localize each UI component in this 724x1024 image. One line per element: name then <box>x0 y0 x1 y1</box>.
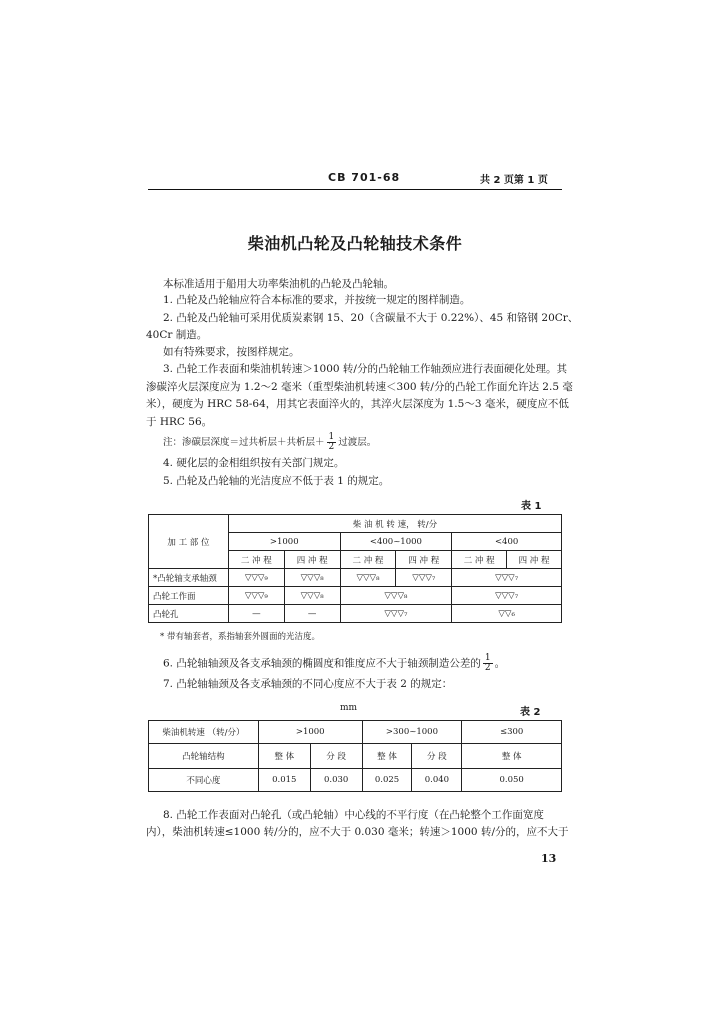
table-row <box>149 769 562 792</box>
table-1-cell: ▽▽▽₉ <box>228 587 284 605</box>
table-1-cell: ▽▽▽₇ <box>396 569 452 587</box>
table-2-struct: 整 体 <box>258 744 310 769</box>
table-2-speed-range: ≤300 <box>462 721 562 744</box>
table-1-cell: ▽▽▽₈ <box>284 569 340 587</box>
clause-2-line-1: 2. 凸轮及凸轮轴可采用优质炭素钢 15、20（含碳量不大于 0.22%）、45 和铬钢 20Cr、 <box>163 312 579 324</box>
clause-4: 4. 硬化层的金相组织按有关部门规定。 <box>163 457 345 469</box>
table-2-struct: 分 段 <box>412 744 462 769</box>
table-2-speed-range: >300~1000 <box>362 721 462 744</box>
table-1-stroke: 四 冲 程 <box>507 551 562 569</box>
table-1-stroke: 二 冲 程 <box>452 551 507 569</box>
clause-3-line-4: 于 HRC 56。 <box>146 416 213 428</box>
table-1-cell: — <box>228 605 284 623</box>
table-2-col-speed: 柴油机转速 （转/分） <box>149 721 259 744</box>
clause-6-frac-den: 2 <box>484 663 491 673</box>
table-2-unit: mm <box>340 703 358 713</box>
table-2-cell: 0.015 <box>258 769 310 792</box>
table-1-label: 表 1 <box>521 501 542 512</box>
clause-6-frac-num: 1 <box>484 653 491 663</box>
table-1-row-name: 凸轮工作面 <box>149 587 229 605</box>
table-1 <box>148 514 562 623</box>
table-2-row-name: 不同心度 <box>149 769 259 792</box>
clause-8-line-2: 内），柴油机转速≤1000 转/分的，应不大于 0.030 毫米；转速＞1000 转/分的，应不大于 <box>146 826 569 838</box>
clause-2-line-2: 40Cr 制造。 <box>146 329 208 341</box>
clause-3-note <box>163 433 376 452</box>
table-1-stroke: 四 冲 程 <box>396 551 452 569</box>
clause-6-text: 6. 凸轮轴轴颈及各支承轴颈的椭圆度和锥度应不大于轴颈制造公差的 <box>163 657 481 670</box>
table-1-cell: ▽▽▽₉ <box>228 569 284 587</box>
clause-3-line-1: 3. 凸轮工作表面和柴油机转速＞1000 转/分的凸轮轴工作轴颈应进行表面硬化处理。其 <box>163 363 567 375</box>
clause-8-line-1: 8. 凸轮工作表面对凸轮孔（或凸轮轴）中心线的不平行度（在凸轮整个工作面宽度 <box>163 809 544 821</box>
table-2-cell: 0.030 <box>310 769 362 792</box>
table-1-stroke: 四 冲 程 <box>284 551 340 569</box>
clause-3-line-3: 米），硬度为 HRC 58-64，用其它表面淬火的，其淬火层深度为 1.5～3 毫米，硬度应不低 <box>146 398 569 410</box>
clause-5: 5. 凸轮及凸轮轴的光洁度应不低于表 1 的规定。 <box>163 475 390 487</box>
note-text-start: 注：渗碳层深度＝过共析层＋共析层＋ <box>163 437 325 448</box>
header-rule <box>148 189 562 190</box>
table-2-struct: 整 体 <box>462 744 562 769</box>
document-title: 柴油机凸轮及凸轮轴技术条件 <box>247 234 463 253</box>
table-1-footnote: * 带有轴套者，系指轴套外圆面的光洁度。 <box>160 632 320 642</box>
table-row <box>149 605 562 623</box>
table-2-label: 表 2 <box>520 707 541 718</box>
table-1-row-name: *凸轮轴支承轴颈 <box>149 569 229 587</box>
table-1-speed-range: >1000 <box>228 533 340 551</box>
table-1-cell: ▽▽▽₇ <box>340 605 452 623</box>
table-1-row-name: 凸轮孔 <box>149 605 229 623</box>
clause-6 <box>163 654 505 673</box>
table-2-cell: 0.050 <box>462 769 562 792</box>
note-text-end: 过渡层。 <box>338 437 377 448</box>
table-2-cell: 0.025 <box>362 769 412 792</box>
page-number: 13 <box>541 852 557 865</box>
table-1-cell: ▽▽▽₇ <box>452 569 562 587</box>
clause-1: 1. 凸轮及凸轮轴应符合本标准的要求，并按统一规定的图样制造。 <box>163 294 471 306</box>
clause-7: 7. 凸轮轴轴颈及各支承轴颈的不同心度应不大于表 2 的规定： <box>163 678 453 690</box>
table-2-col-struct: 凸轮轴结构 <box>149 744 259 769</box>
table-1-speed-range: <400 <box>452 533 562 551</box>
table-1-col-item: 加 工 部 位 <box>149 515 229 569</box>
table-1-speed-range: <400~1000 <box>340 533 452 551</box>
table-row <box>149 569 562 587</box>
note-frac-num: 1 <box>328 432 335 442</box>
table-2-cell: 0.040 <box>412 769 462 792</box>
table-1-cell: ▽▽▽₈ <box>340 569 396 587</box>
table-2-speed-range: >1000 <box>258 721 362 744</box>
clause-6-end: 。 <box>494 657 506 670</box>
table-2 <box>148 720 562 792</box>
table-1-cell: ▽▽▽₈ <box>340 587 452 605</box>
note-fraction <box>327 433 337 452</box>
table-1-cell: ▽▽▽₇ <box>452 587 562 605</box>
table-2-struct: 分 段 <box>310 744 362 769</box>
table-1-cell: — <box>284 605 340 623</box>
clause-6-fraction <box>483 654 493 673</box>
table-2-struct: 整 体 <box>362 744 412 769</box>
table-1-cell: ▽▽₆ <box>452 605 562 623</box>
table-1-cell: ▽▽▽₈ <box>284 587 340 605</box>
table-row <box>149 587 562 605</box>
standard-code: CB 701-68 <box>328 171 401 184</box>
table-1-stroke: 二 冲 程 <box>340 551 396 569</box>
page-info: 共 2 页第 1 页 <box>480 175 548 186</box>
clause-2-special: 如有特殊要求，按图样规定。 <box>163 346 300 358</box>
table-1-stroke: 二 冲 程 <box>228 551 284 569</box>
clause-3-line-2: 渗碳淬火层深度应为 1.2～2 毫米（重型柴油机转速＜300 转/分的凸轮工作面允许达 2.5 毫 <box>146 381 573 393</box>
table-1-col-speed: 柴 油 机 转 速， 转/分 <box>228 515 561 533</box>
note-frac-den: 2 <box>328 442 335 452</box>
intro-paragraph: 本标准适用于船用大功率柴油机的凸轮及凸轮轴。 <box>163 278 394 290</box>
